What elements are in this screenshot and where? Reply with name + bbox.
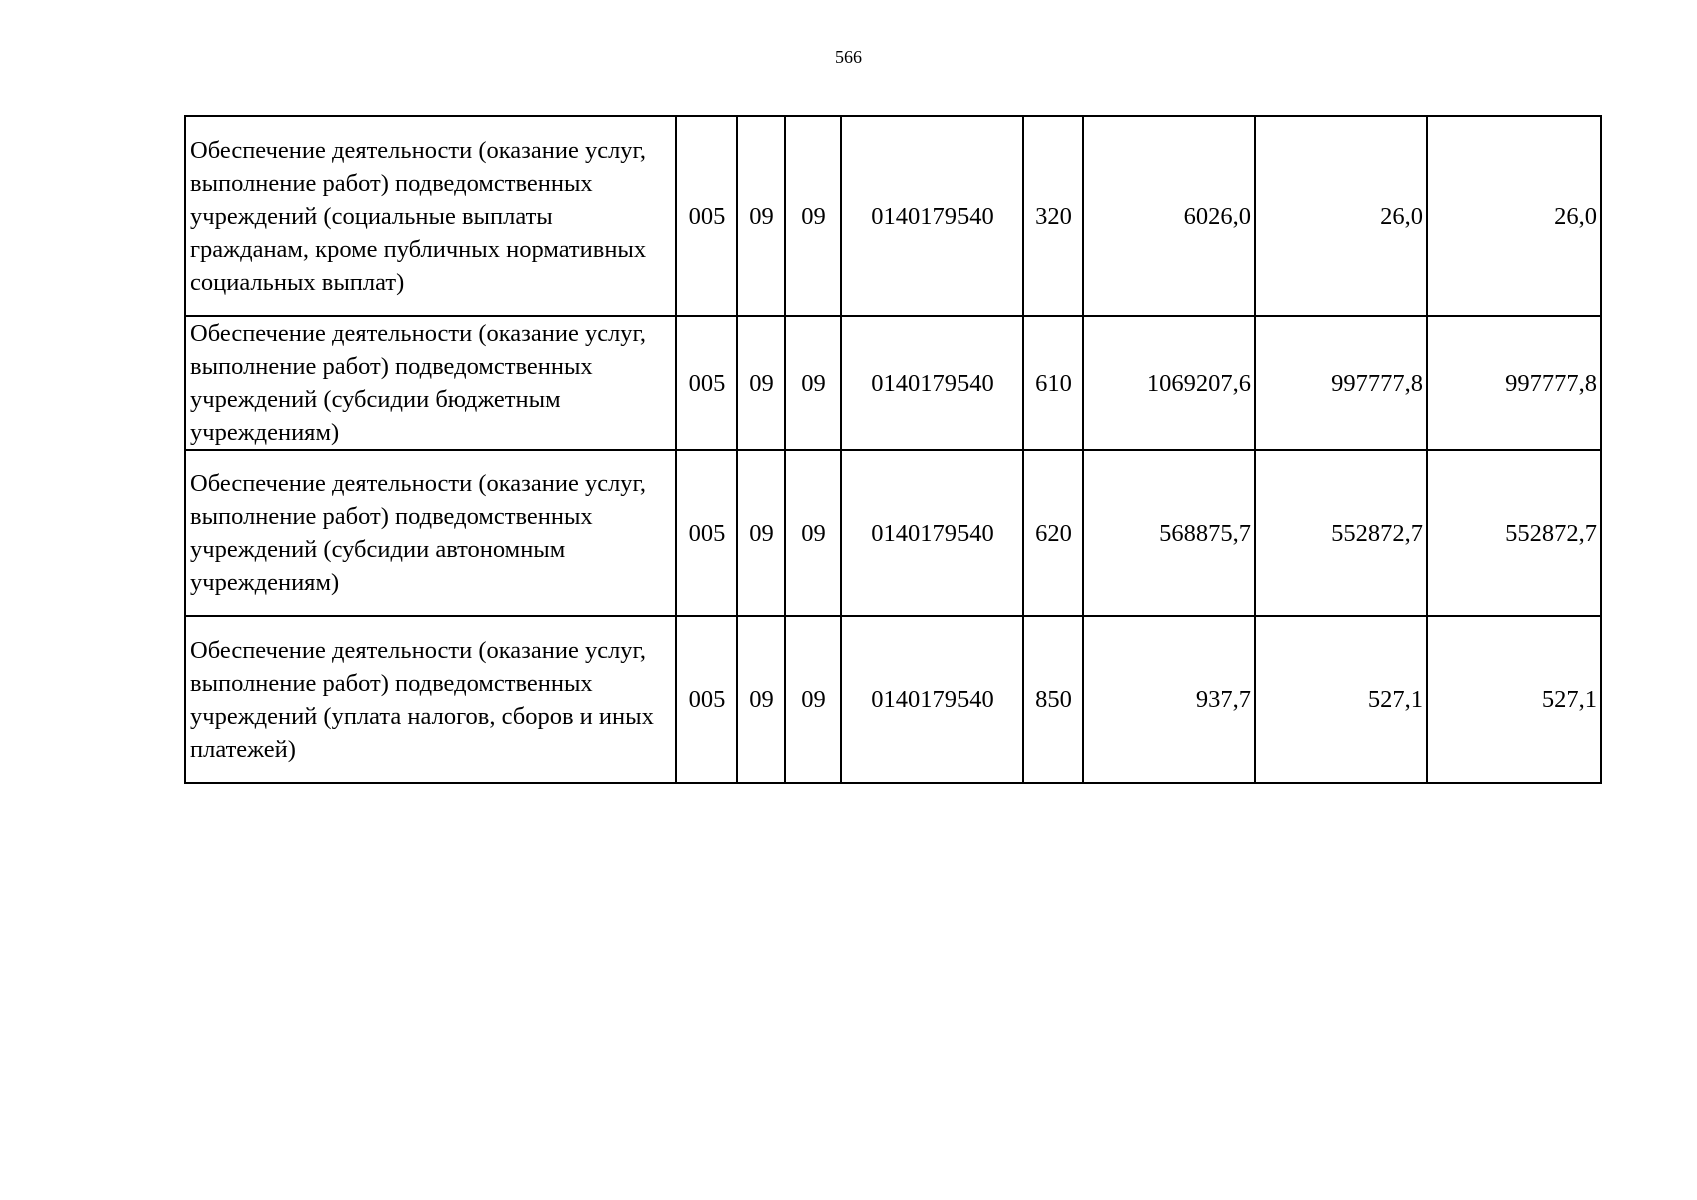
section-code-cell: 09 (737, 316, 785, 450)
target-article-cell: 0140179540 (841, 316, 1023, 450)
target-article-cell: 0140179540 (841, 450, 1023, 616)
subsection-code-cell: 09 (785, 616, 841, 783)
table-row (185, 450, 1601, 616)
description-cell: Обеспечение деятельности (оказание услуг, выполнение работ) подведомственных учреждений (субсидии бюджетным учреждениям) (185, 316, 676, 450)
ministry-code-cell: 005 (676, 116, 737, 316)
description-cell: Обеспечение деятельности (оказание услуг, выполнение работ) подведомственных учреждений (субсидии автономным учреждениям) (185, 450, 676, 616)
amount-2-cell: 997777,8 (1255, 316, 1427, 450)
target-article-cell: 0140179540 (841, 616, 1023, 783)
amount-3-cell: 527,1 (1427, 616, 1601, 783)
amount-3-cell: 26,0 (1427, 116, 1601, 316)
expense-type-cell: 850 (1023, 616, 1083, 783)
amount-2-cell: 527,1 (1255, 616, 1427, 783)
section-code-cell: 09 (737, 616, 785, 783)
amount-2-cell: 552872,7 (1255, 450, 1427, 616)
amount-1-cell: 1069207,6 (1083, 316, 1255, 450)
budget-table (184, 115, 1602, 784)
amount-1-cell: 937,7 (1083, 616, 1255, 783)
amount-3-cell: 552872,7 (1427, 450, 1601, 616)
amount-1-cell: 568875,7 (1083, 450, 1255, 616)
target-article-cell: 0140179540 (841, 116, 1023, 316)
ministry-code-cell: 005 (676, 316, 737, 450)
ministry-code-cell: 005 (676, 450, 737, 616)
subsection-code-cell: 09 (785, 450, 841, 616)
expense-type-cell: 610 (1023, 316, 1083, 450)
subsection-code-cell: 09 (785, 316, 841, 450)
section-code-cell: 09 (737, 450, 785, 616)
ministry-code-cell: 005 (676, 616, 737, 783)
description-cell: Обеспечение деятельности (оказание услуг, выполнение работ) подведомственных учреждений (социальные выплаты гражданам, кроме публичных нормативных социальных выплат) (185, 116, 676, 316)
table-row (185, 316, 1601, 450)
description-cell: Обеспечение деятельности (оказание услуг, выполнение работ) подведомственных учреждений (уплата налогов, сборов и иных платежей) (185, 616, 676, 783)
subsection-code-cell: 09 (785, 116, 841, 316)
page-number: 566 (835, 47, 862, 67)
section-code-cell: 09 (737, 116, 785, 316)
amount-2-cell: 26,0 (1255, 116, 1427, 316)
amount-1-cell: 6026,0 (1083, 116, 1255, 316)
expense-type-cell: 620 (1023, 450, 1083, 616)
table-row (185, 616, 1601, 783)
table-row (185, 116, 1601, 316)
amount-3-cell: 997777,8 (1427, 316, 1601, 450)
expense-type-cell: 320 (1023, 116, 1083, 316)
